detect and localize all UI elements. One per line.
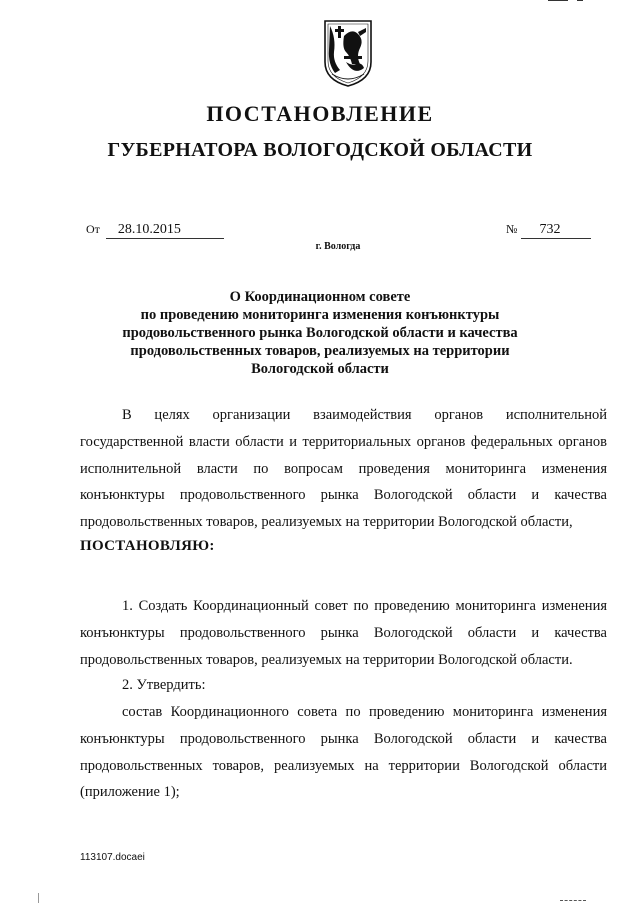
subject-line: Вологодской области [251,361,389,377]
city-label: г. Вологда [315,241,361,252]
subject-line: по проведению мониторинга изменения конъюнктуры [140,307,500,323]
document-date: 28.10.2015 [106,222,224,239]
scan-mark [577,0,583,4]
subject-line: продовольственного рынка Вологодской области и качества [122,325,518,341]
date-prefix: От [86,222,100,236]
issuer-title: ГУБЕРНАТОРА ВОЛОГОДСКОЙ ОБЛАСТИ [107,139,533,161]
resolve-heading: ПОСТАНОВЛЯЮ: [80,538,215,554]
intro-text: В целях организации взаимодействия органов исполнительной государственной власти области и территориальных органов федеральных органов исполнительной власти по вопросам проведения мониторинга изменения конъюнктуры продовольственного рынка Вологодской области и качества продовольственных товаров, реализуемых на территории Вологодской области, [80,407,607,531]
document-date-row [86,221,224,239]
item-2-text: 2. Утвердить: [122,677,206,693]
document-title: ПОСТАНОВЛЕНИЕ [206,101,434,126]
document-number-row [506,221,591,239]
vologda-coat-of-arms-icon [322,18,374,88]
subject-line: О Координационном совете [229,289,411,305]
document-number: 732 [521,222,591,239]
subject-line: продовольственных товаров, реализуемых на территории [130,343,510,359]
number-sign: № [506,222,518,236]
scan-mark [548,0,568,4]
item-1-text: 1. Создать Координационный совет по проведению мониторинга изменения конъюнктуры продовольственного рынка Вологодской области и качества продовольственных товаров, реализуемых на территории Вологодской области. [80,598,607,668]
document-subject [60,288,580,378]
intro-paragraph [80,402,607,536]
item-2-content-text: состав Координационного совета по проведению мониторинга изменения конъюнктуры продовольственного рынка Вологодской области и качества продовольственных товаров, реализуемых на территории Вологодской области (приложение 1); [80,704,607,801]
item-1-paragraph [80,593,607,673]
file-code: 113107.docaei [80,852,145,863]
item-2-paragraph [80,672,607,699]
scan-mark [560,900,586,901]
scan-mark [38,893,39,903]
item-2-content-paragraph [80,699,607,806]
